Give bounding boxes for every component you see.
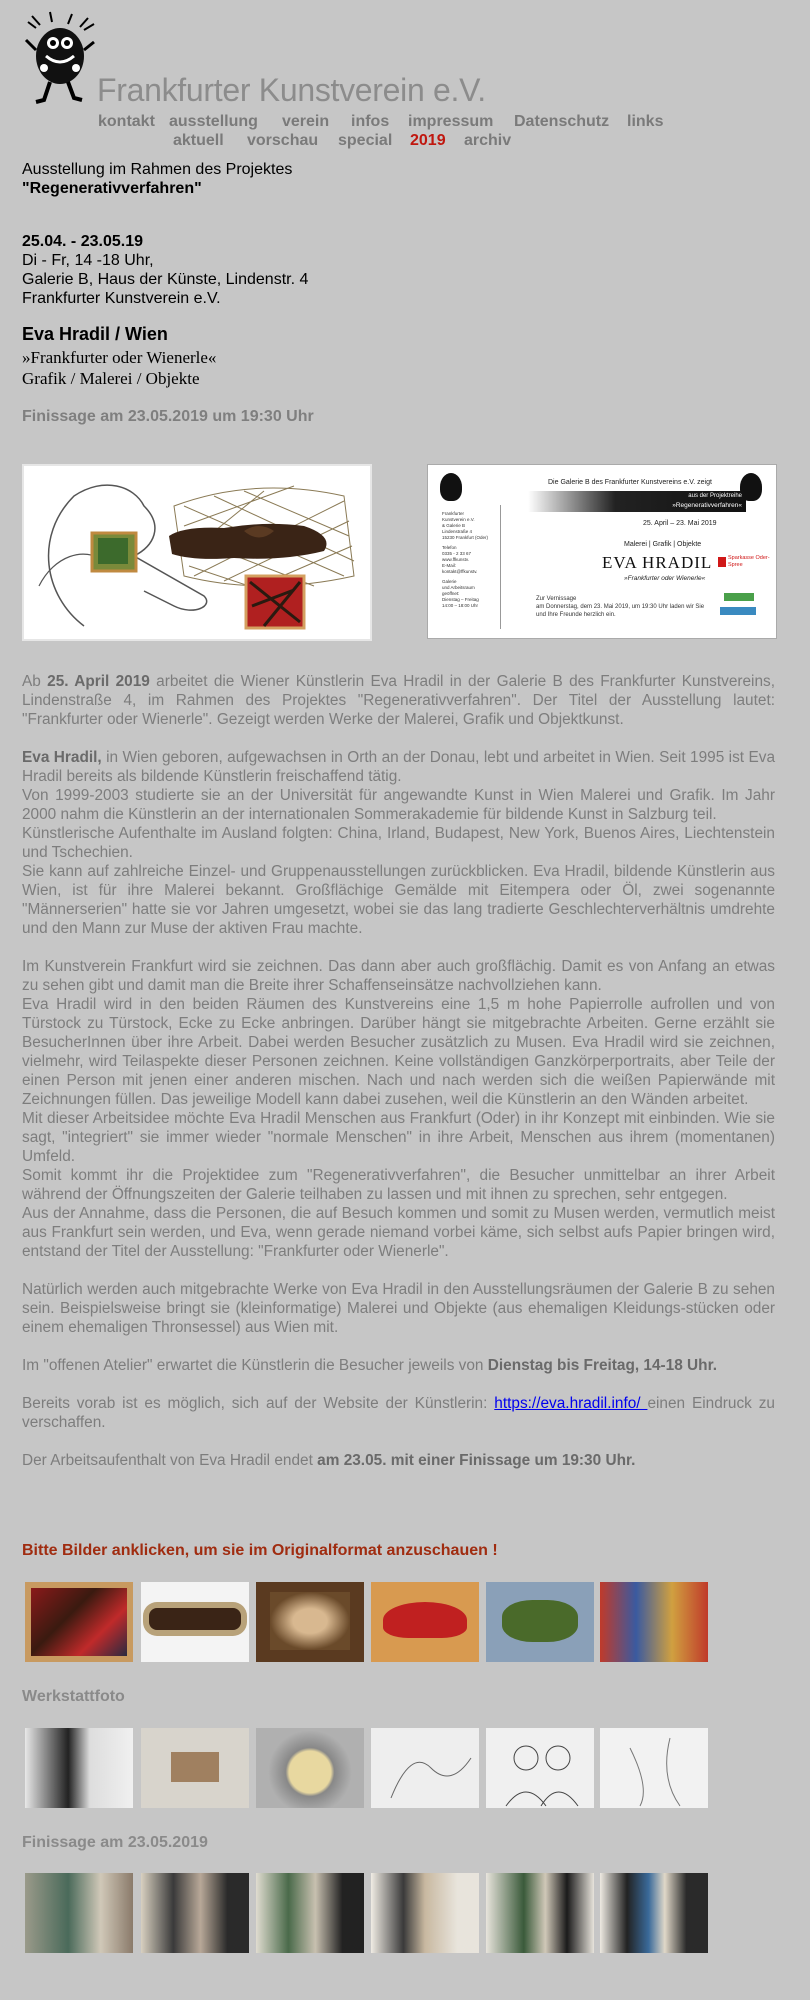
nav-links[interactable]: links <box>627 113 664 130</box>
workshop-thumbnails <box>0 1728 810 1812</box>
artwork-thumbnail[interactable] <box>25 1582 133 1662</box>
card-series-bar <box>528 491 746 512</box>
card-vernissage <box>536 595 704 619</box>
exhibition-title: »Frankfurter oder Wienerle« <box>22 348 217 367</box>
text: Im "offenen Atelier" erwartet die Künstlerin die Besucher jeweils von <box>22 1357 488 1374</box>
exhibition-dates <box>22 232 308 308</box>
card-divider <box>500 505 501 629</box>
card-address-line: Frankfurter <box>442 511 465 516</box>
finissage-notice: Finissage am 23.05.2019 um 19:30 Uhr <box>22 408 314 425</box>
card-contact-line: kontakt@ffkunstv. <box>442 569 478 574</box>
opening-hours: Di - Fr, 14 -18 Uhr, <box>22 252 154 269</box>
finissage-photo[interactable] <box>25 1873 133 1953</box>
finissage-photo[interactable] <box>600 1873 708 1953</box>
artist-name: Eva Hradil / Wien <box>22 324 168 344</box>
intro-line: Ausstellung im Rahmen des Projektes <box>22 161 293 178</box>
card-artist: EVA HRADIL <box>602 553 713 572</box>
card-address-line: & Galerie B <box>442 523 466 528</box>
card-vernissage-line: und Ihre Freunde herzlich ein. <box>536 612 616 618</box>
artwork-thumbnail[interactable] <box>256 1582 364 1662</box>
card-series-line1: aus der Projektreihe <box>688 493 742 499</box>
artwork-thumbnail[interactable] <box>371 1582 479 1662</box>
workshop-photo[interactable] <box>25 1728 133 1808</box>
sparkasse-icon <box>718 557 726 567</box>
nav-vorschau[interactable]: vorschau <box>247 132 319 149</box>
paragraph-title-origin: Aus der Annahme, dass die Personen, die auf Besuch kommen und somit zu Musen werden, vermutlich meist aus Frankfurt sein werden, und Eva, wenn gerade niemand vorbei käme, sich selbst aufs Papier bringen wird, entstand der Titel der Ausstellung: "Frankfurter oder Wienerle". <box>22 1205 775 1260</box>
workshop-photo[interactable] <box>600 1728 708 1808</box>
organizer: Frankfurter Kunstverein e.V. <box>22 290 221 307</box>
sponsor-logo-icon <box>724 593 754 601</box>
artist-website-link[interactable]: https://eva.hradil.info/ <box>494 1395 648 1412</box>
finissage-photo[interactable] <box>141 1873 249 1953</box>
site-title[interactable]: Frankfurter Kunstverein e.V. <box>97 72 486 108</box>
card-contact-line: Telefon <box>442 545 457 550</box>
finissage-photo[interactable] <box>256 1873 364 1953</box>
sketch-icon <box>371 1728 479 1808</box>
finissage-thumbnails <box>0 1873 810 1957</box>
invitation-card[interactable] <box>427 464 777 639</box>
artwork-thumbnail[interactable] <box>141 1582 249 1662</box>
workshop-photo[interactable] <box>141 1728 249 1808</box>
paragraph-website <box>22 1394 775 1432</box>
article-body <box>22 672 775 1470</box>
workshop-photo[interactable] <box>256 1728 364 1808</box>
card-vernissage-line: am Donnerstag, dem 23. Mai 2019, um 19:30 Uhr laden wir Sie <box>536 604 705 610</box>
nav-aktuell[interactable]: aktuell <box>173 132 224 149</box>
paragraph-ending <box>22 1451 775 1470</box>
paragraph-paper-roll: Eva Hradil wird in den beiden Räumen des Kunstvereins eine 1,5 m hohe Papierrolle aufrollen und von Türstock zu Türstock, Ecke zu Ecke anbringen. Darüber hängt sie mitgebrachte Arbeiten. Gerne erzählt sie BesucherInnen über ihre Arbeit. Dabei werden Besucher zusätzlich zu Musen. Eva Hradil wird sie zeichnen, vielmehr, wird Teilaspekte dieser Personen zeichnen. Keine vollständigen Ganzkörperportraits, aber Teile der einen Person mit jenen einer anderen mischen. Nach und nach werden sich die weißen Papierwände mit Zeichnungen füllen. Das jeweilige Modell kann dabei zusehen, weil die Künstlerin an den Wänden arbeitet. <box>22 996 775 1108</box>
paragraph-exhibitions: Sie kann auf zahlreiche Einzel- und Gruppenausstellungen zurückblicken. Eva Hradil, bildende Künstlerin aus Wien, ist für ihre Malerei bekannt. Großflächige Gemälde mit Eitempera oder Öl, zwei sogenannte "Männerserien" hatte sie vor Jahren umgesetzt, wobei sie das lang tradierte Geschlechterverhältnis umdrehte und den Mann zur Muse der aktiven Frau machte. <box>22 863 775 937</box>
card-header: Die Galerie B des Frankfurter Kunstvereins e.V. zeigt <box>548 479 712 486</box>
artwork-thumbnail[interactable] <box>486 1582 594 1662</box>
finissage-photo[interactable] <box>371 1873 479 1953</box>
artwork-image[interactable] <box>22 464 372 641</box>
card-vernissage-line: Zur Vernissage <box>536 596 577 602</box>
card-address-line: 15230 Frankfurt (Oder) <box>442 535 489 540</box>
date-range: 25.04. - 23.05.19 <box>22 233 143 250</box>
paragraph-works: Natürlich werden auch mitgebrachte Werke von Eva Hradil in den Ausstellungsräumen der Galerie B zu sehen sein. Beispielsweise bringt sie (kleinformatige) Malerei und Objekte (aus ehemaligen Kleidungs-stücken oder einem ehemaligen Thronsessel) aus Wien mit. <box>22 1281 775 1336</box>
card-title: »Frankfurter oder Wienerle« <box>624 575 706 582</box>
nav-infos[interactable]: infos <box>351 113 390 130</box>
text: einen Eindruck zu verschaffen. <box>22 1395 775 1431</box>
nav-special[interactable]: special <box>338 132 393 149</box>
nav-archiv[interactable]: archiv <box>464 132 512 149</box>
workshop-heading: Werkstattfoto <box>22 1688 125 1705</box>
nav-ausstellung[interactable]: ausstellung <box>169 113 258 130</box>
card-contact-line: E-Mail: <box>442 563 457 568</box>
project-intro <box>22 160 292 198</box>
paragraph-concept: Mit dieser Arbeitsidee möchte Eva Hradil Menschen aus Frankfurt (Oder) in ihr Konzept mit einbinden. Wie sie sagt, "integriert" sie immer wieder "normale Menschen" in ihre Arbeit, Menschen aus ihrem (momentanen) Umfeld. <box>22 1110 775 1165</box>
artwork-drawing <box>24 466 370 639</box>
kunstverein-logo[interactable] <box>22 10 100 108</box>
card-hours-line: und Arbeitsraum <box>442 585 475 590</box>
finissage-time: am 23.05. mit einer Finissage um 19:30 Uhr. <box>317 1452 636 1469</box>
card-sponsor: Sparkasse Oder-Spree <box>728 555 770 568</box>
card-hours-line: Galerie <box>442 579 457 584</box>
workshop-photo[interactable] <box>486 1728 594 1808</box>
nav-2019[interactable]: 2019 <box>410 132 446 149</box>
paragraph-biography <box>22 748 775 786</box>
start-date: 25. April 2019 <box>47 673 150 690</box>
exhibition-subtitle <box>22 347 216 389</box>
card-hours-line: 14:00 – 18:00 Uhr <box>442 603 479 608</box>
card-address-line: Lindenstraße 4 <box>442 529 473 534</box>
card-dates: 25. April – 23. Mai 2019 <box>643 520 717 527</box>
text: Der Arbeitsaufenthalt von Eva Hradil endet <box>22 1452 318 1469</box>
card-address-line: Kunstverein e.V. <box>442 517 475 522</box>
gallery-click-hint: Bitte Bilder anklicken, um sie im Originalformat anzuschauen ! <box>22 1542 498 1559</box>
exhibition-media: Grafik / Malerei / Objekte <box>22 369 200 388</box>
main-nav <box>0 113 810 153</box>
nav-kontakt[interactable]: kontakt <box>98 113 155 130</box>
nav-impressum[interactable]: impressum <box>408 113 494 130</box>
text: arbeitet die Wiener Künstlerin Eva Hradil in der Galerie B des Frankfurter Kunstvereins, Lindenstraße 4, im Rahmen des Projektes "Regenerativverfahren". Der Titel der Ausstellung lautet: "Frankfurter oder Wienerle". Gezeigt werden Werke der Malerei, Grafik und Objektkunst. <box>22 673 776 728</box>
card-media: Malerei | Grafik | Objekte <box>624 541 702 548</box>
workshop-photo[interactable] <box>371 1728 479 1808</box>
paragraph-study: Von 1999-2003 studierte sie an der Universität für angewandte Kunst in Wien Malerei und Grafik. Im Jahr 2000 nahm die Künstlerin an der internationalen Sommerakademie für bildende Kunst in Salzburg teil. <box>22 787 775 823</box>
paragraph-project-idea: Somit kommt ihr die Projektidee zum "Regenerativverfahren", die Besucher unmittelbar an ihrer Arbeit während der Öffnungszeiten der Galerie teilhaben zu lassen und mit ihnen zu sprechen, sehr entgegen. <box>22 1167 775 1203</box>
card-contact-line: 0335 - 2 33 67 <box>442 551 472 556</box>
artist-bold: Eva Hradil, <box>22 749 102 766</box>
finissage-heading: Finissage am 23.05.2019 <box>22 1834 208 1851</box>
card-hours-line: geöffnet: <box>442 591 460 596</box>
nav-datenschutz[interactable]: Datenschutz <box>514 113 610 130</box>
paragraph-intro <box>22 672 775 729</box>
project-name: "Regenerativverfahren" <box>22 180 202 197</box>
text: Bereits vorab ist es möglich, sich auf der Website der Künstlerin: <box>22 1395 495 1412</box>
finissage-photo[interactable] <box>486 1873 594 1953</box>
nav-verein[interactable]: verein <box>282 113 330 130</box>
text: in Wien geboren, aufgewachsen in Orth an der Donau, lebt und arbeitet in Wien. Seit 1995 ist Eva Hradil bereits als bildende Künstlerin freischaffend tätig. <box>22 749 775 785</box>
paragraph-atelier <box>22 1356 775 1375</box>
card-hours-line: Dienstag – Freitag <box>442 597 479 602</box>
card-logo-icon <box>440 473 462 501</box>
text: Ab <box>22 673 48 690</box>
paragraph-abroad: Künstlerische Aufenthalte im Ausland folgten: China, Irland, Budapest, New York, Buenos Aires, Liechtenstein und Tschechien. <box>22 825 775 861</box>
atelier-hours: Dienstag bis Freitag, 14-18 Uhr. <box>487 1357 717 1374</box>
card-contact-line: www.ffkunstv. <box>442 557 470 562</box>
sketch-icon <box>600 1728 708 1808</box>
sponsor-logo-icon-2 <box>720 607 756 615</box>
card-series-line2: »Regenerativverfahren« <box>672 502 742 509</box>
card-address <box>442 511 488 609</box>
venue: Galerie B, Haus der Künste, Lindenstr. 4 <box>22 271 309 288</box>
artwork-thumbnail[interactable] <box>600 1582 708 1662</box>
artwork-thumbnails <box>0 1582 810 1666</box>
paragraph-drawing: Im Kunstverein Frankfurt wird sie zeichnen. Das dann aber auch großflächig. Damit es von Anfang an etwas zu sehen gibt und damit man die Breite ihrer Schaffenseinsätze nachvollziehen kann. <box>22 958 775 994</box>
sketch-icon <box>486 1728 594 1808</box>
